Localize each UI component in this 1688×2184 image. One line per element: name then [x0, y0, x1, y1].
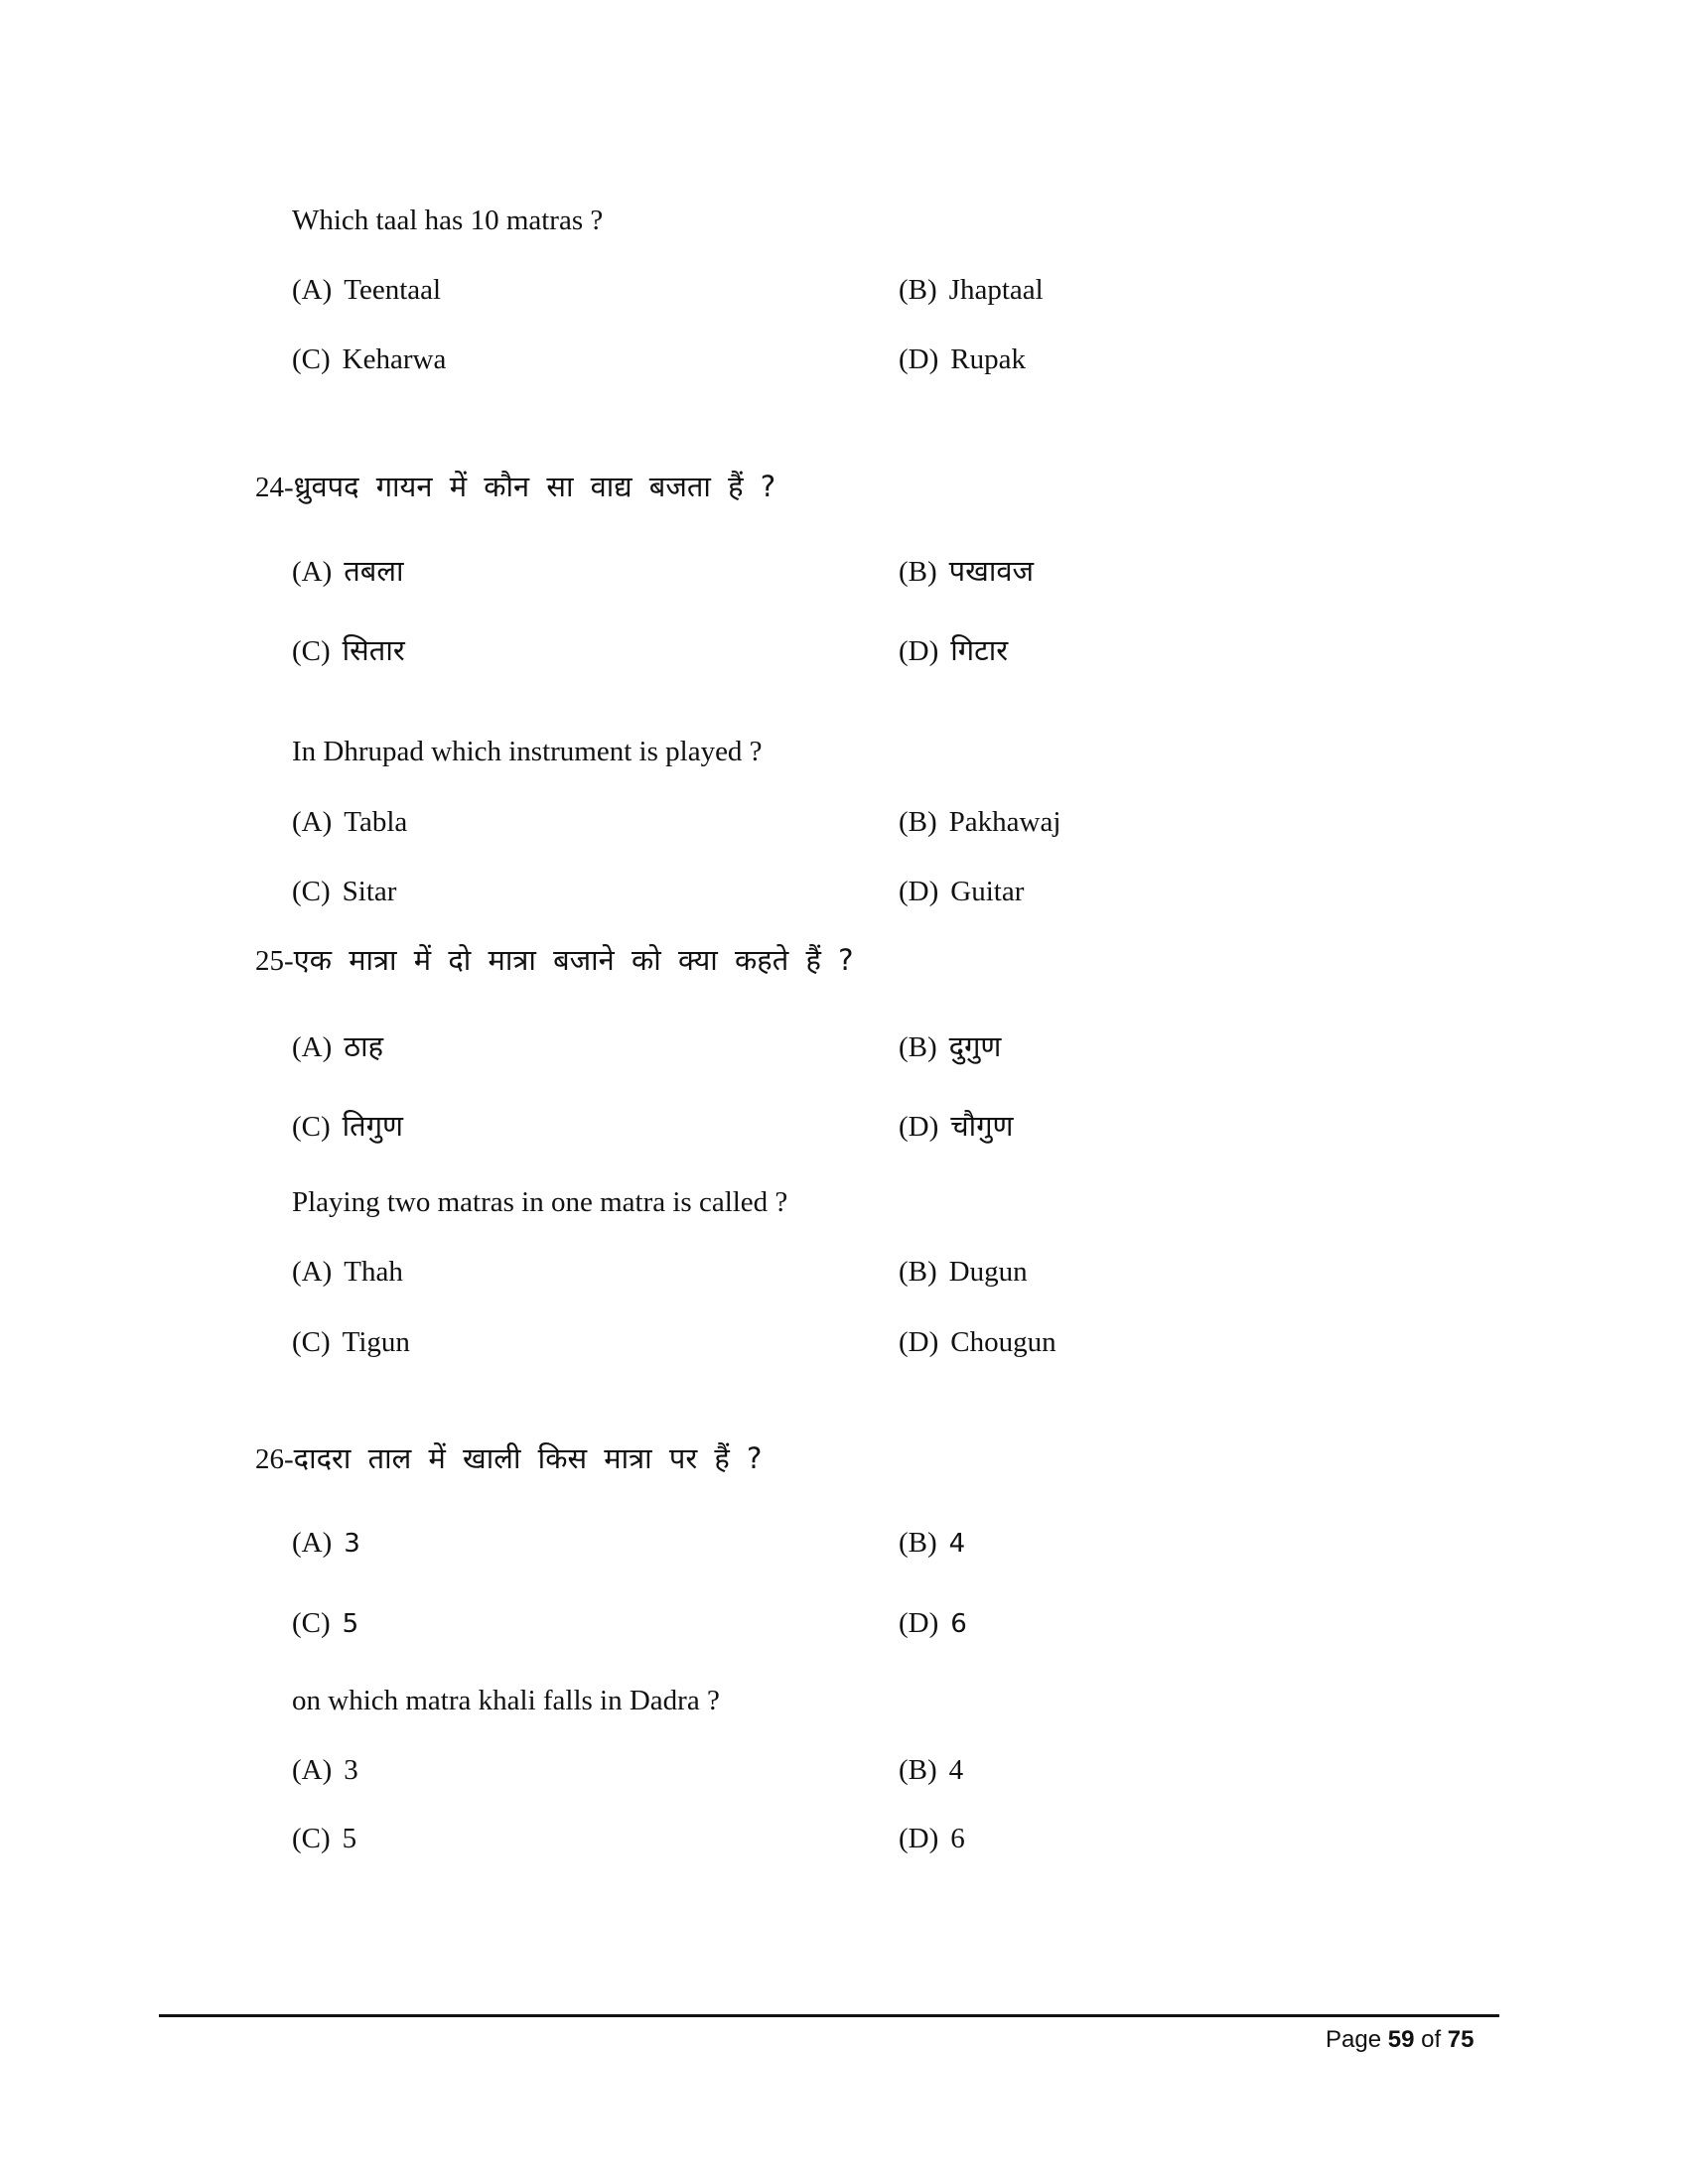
- option-b: [899, 1026, 1001, 1067]
- option-c: [292, 1322, 410, 1362]
- option-text: 4: [948, 1754, 964, 1786]
- option-text: दुगुण: [948, 1029, 1002, 1063]
- option-b: [899, 1523, 965, 1564]
- option-text: 4: [948, 1529, 966, 1559]
- option-text: 3: [344, 1529, 360, 1559]
- option-text: Dugun: [948, 1256, 1028, 1288]
- option-letter: (B): [899, 806, 937, 838]
- page-current: 59: [1387, 2026, 1415, 2053]
- option-letter: (C): [292, 1326, 331, 1358]
- option-letter: (D): [899, 1111, 939, 1143]
- option-letter: (D): [899, 1326, 939, 1358]
- option-text: Tigun: [342, 1326, 410, 1358]
- option-c: [292, 1603, 358, 1644]
- option-letter: (B): [899, 1527, 937, 1559]
- option-c: [292, 1106, 403, 1147]
- page-label: Page: [1326, 2026, 1382, 2053]
- option-d: [899, 1603, 967, 1644]
- option-text: Keharwa: [342, 343, 447, 375]
- option-text: तिगुण: [342, 1109, 404, 1143]
- option-letter: (D): [899, 343, 939, 375]
- option-letter: (D): [899, 635, 939, 667]
- option-letter: (C): [292, 876, 331, 907]
- option-text: 6: [950, 1609, 967, 1639]
- option-text: Chougun: [950, 1326, 1056, 1358]
- option-letter: (A): [292, 1754, 333, 1786]
- question-24-english: In Dhrupad which instrument is played ?: [292, 736, 763, 767]
- option-text: ठाह: [344, 1029, 384, 1063]
- option-d: [899, 1819, 965, 1858]
- option-d: [899, 340, 1026, 379]
- page-number: [1326, 2025, 1475, 2055]
- option-letter: (D): [899, 1823, 939, 1854]
- option-d: [899, 1322, 1056, 1362]
- option-letter: (A): [292, 1031, 333, 1063]
- option-text: Rupak: [950, 343, 1026, 375]
- question-25-hindi: [255, 940, 853, 981]
- option-a: [292, 1523, 360, 1564]
- question-24-hindi: [255, 467, 775, 507]
- option-c: [292, 1819, 356, 1858]
- option-d: [899, 872, 1024, 911]
- option-letter: (C): [292, 1111, 331, 1143]
- option-text: Pakhawaj: [948, 806, 1061, 838]
- option-letter: (A): [292, 1256, 333, 1288]
- option-letter: (A): [292, 274, 333, 306]
- option-text: 5: [342, 1823, 357, 1854]
- option-c: [292, 630, 405, 671]
- option-letter: (D): [899, 1607, 939, 1639]
- question-text: एक मात्रा में दो मात्रा बजाने को क्या कहते हैं ?: [293, 943, 854, 977]
- question-26-english: on which matra khali falls in Dadra ?: [292, 1685, 720, 1716]
- option-b: [899, 1750, 963, 1790]
- option-text: Teentaal: [344, 274, 442, 306]
- option-text: 3: [344, 1754, 358, 1786]
- option-letter: (D): [899, 876, 939, 907]
- option-text: Tabla: [344, 806, 408, 838]
- option-c: [292, 340, 446, 379]
- option-text: Jhaptaal: [948, 274, 1044, 306]
- option-text: तबला: [344, 554, 404, 588]
- question-text: ध्रुवपद गायन में कौन सा वाद्य बजता हैं ?: [293, 470, 776, 503]
- option-letter: (C): [292, 1607, 331, 1639]
- option-a: [292, 1026, 383, 1067]
- option-a: [292, 1252, 403, 1292]
- question-23-english: Which taal has 10 matras ?: [292, 205, 604, 236]
- option-text: चौगुण: [950, 1109, 1014, 1143]
- option-letter: (A): [292, 806, 333, 838]
- option-letter: (B): [899, 274, 937, 306]
- option-b: [899, 1252, 1028, 1292]
- question-26-hindi: [255, 1438, 762, 1479]
- option-text: 5: [342, 1609, 359, 1639]
- footer-divider: [159, 2014, 1499, 2017]
- option-letter: (A): [292, 556, 333, 588]
- question-text: दादरा ताल में खाली किस मात्रा पर हैं ?: [293, 1441, 763, 1475]
- question-number: 24-: [255, 472, 294, 503]
- option-text: 6: [950, 1823, 965, 1854]
- option-text: गिटार: [950, 633, 1009, 667]
- option-text: Sitar: [342, 876, 397, 907]
- option-text: Guitar: [950, 876, 1025, 907]
- option-letter: (B): [899, 556, 937, 588]
- option-c: [292, 872, 396, 911]
- option-a: [292, 802, 407, 842]
- option-letter: (A): [292, 1527, 333, 1559]
- option-text: पखावज: [948, 554, 1035, 588]
- question-25-english: Playing two matras in one matra is called ?: [292, 1186, 788, 1218]
- option-letter: (B): [899, 1031, 937, 1063]
- option-letter: (C): [292, 343, 331, 375]
- option-d: [899, 1106, 1014, 1147]
- option-b: [899, 270, 1044, 310]
- option-letter: (B): [899, 1256, 937, 1288]
- option-b: [899, 551, 1034, 592]
- option-text: Thah: [344, 1256, 403, 1288]
- option-b: [899, 802, 1060, 842]
- option-text: सितार: [342, 633, 405, 667]
- of-label: of: [1421, 2026, 1442, 2053]
- page-total: 75: [1447, 2026, 1475, 2053]
- option-letter: (B): [899, 1754, 937, 1786]
- option-d: [899, 630, 1008, 671]
- question-number: 26-: [255, 1443, 294, 1475]
- question-number: 25-: [255, 945, 294, 977]
- option-a: [292, 551, 404, 592]
- option-a: [292, 1750, 358, 1790]
- option-letter: (C): [292, 1823, 331, 1854]
- option-letter: (C): [292, 635, 331, 667]
- option-a: [292, 270, 441, 310]
